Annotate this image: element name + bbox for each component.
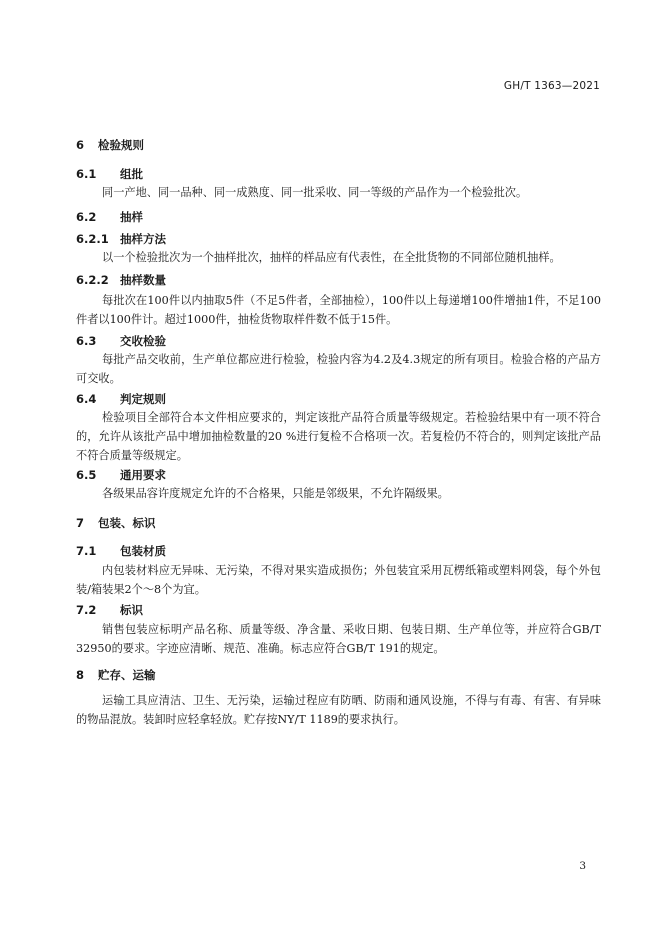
heading-7-1: 7.1 包装材质 (76, 544, 166, 558)
heading-7-2: 7.2 标识 (76, 603, 143, 617)
heading-7: 7 包装、标识 (76, 516, 156, 530)
paragraph-6-5: 各级果品容许度规定允许的不合格果，只能是邻级果，不允许隔级果。 (102, 487, 449, 500)
paragraph-6-2-1: 以一个检验批次为一个抽样批次，抽样的样品应有代表性，在全批货物的不同部位随机抽样。 (102, 251, 561, 264)
heading-6-5: 6.5 通用要求 (76, 468, 166, 482)
page-number: 3 (579, 860, 586, 872)
paragraph-8: 运输工具应清洁、卫生、无污染，运输过程应有防晒、防雨和通风设施，不得与有毒、有害、有异味的物品混放。装卸时应轻拿轻放。贮存按NY/T 1189的要求执行。 (76, 694, 601, 726)
heading-6-2-2: 6.2.2 抽样数量 (76, 273, 166, 287)
heading-6-3: 6.3 交收检验 (76, 334, 166, 348)
heading-8: 8 贮存、运输 (76, 668, 156, 682)
paragraph-6-4: 检验项目全部符合本文件相应要求的，判定该批产品符合质量等级规定。若检验结果中有一项不符合的，允许从该批产品中增加抽检数量的20 %进行复检不合格项一次。若复检仍不符合的，则判定该批产品不符合质量等级规定。 (76, 411, 601, 462)
paragraph-7-2: 销售包装应标明产品名称、质量等级、净含量、采收日期、包装日期、生产单位等，并应符合GB/T 32950的要求。字迹应清晰、规范、准确。标志应符合GB/T 191的规定。 (76, 623, 601, 655)
paragraph-7-1: 内包装材料应无异味、无污染，不得对果实造成损伤；外包装宜采用瓦楞纸箱或塑料网袋，每个外包装/箱装果2个～8个为宜。 (76, 564, 601, 596)
heading-6-1: 6.1 组批 (76, 167, 143, 181)
standard-code: GH/T 1363—2021 (503, 80, 600, 92)
paragraph-6-2-2: 每批次在100件以内抽取5件（不足5件者，全部抽检），100件以上每递增100件增抽1件，不足100件者以100件计。超过1000件，抽检货物取样件数不低于15件。 (76, 294, 601, 326)
heading-6-2-1: 6.2.1 抽样方法 (76, 232, 166, 246)
heading-6: 6 检验规则 (76, 138, 144, 152)
paragraph-6-3: 每批产品交收前，生产单位都应进行检验，检验内容为4.2及4.3规定的所有项目。检验合格的产品方可交收。 (76, 353, 601, 385)
heading-6-4: 6.4 判定规则 (76, 392, 166, 406)
heading-6-2: 6.2 抽样 (76, 210, 143, 224)
paragraph-6-1: 同一产地、同一品种、同一成熟度、同一批采收、同一等级的产品作为一个检验批次。 (102, 186, 528, 199)
